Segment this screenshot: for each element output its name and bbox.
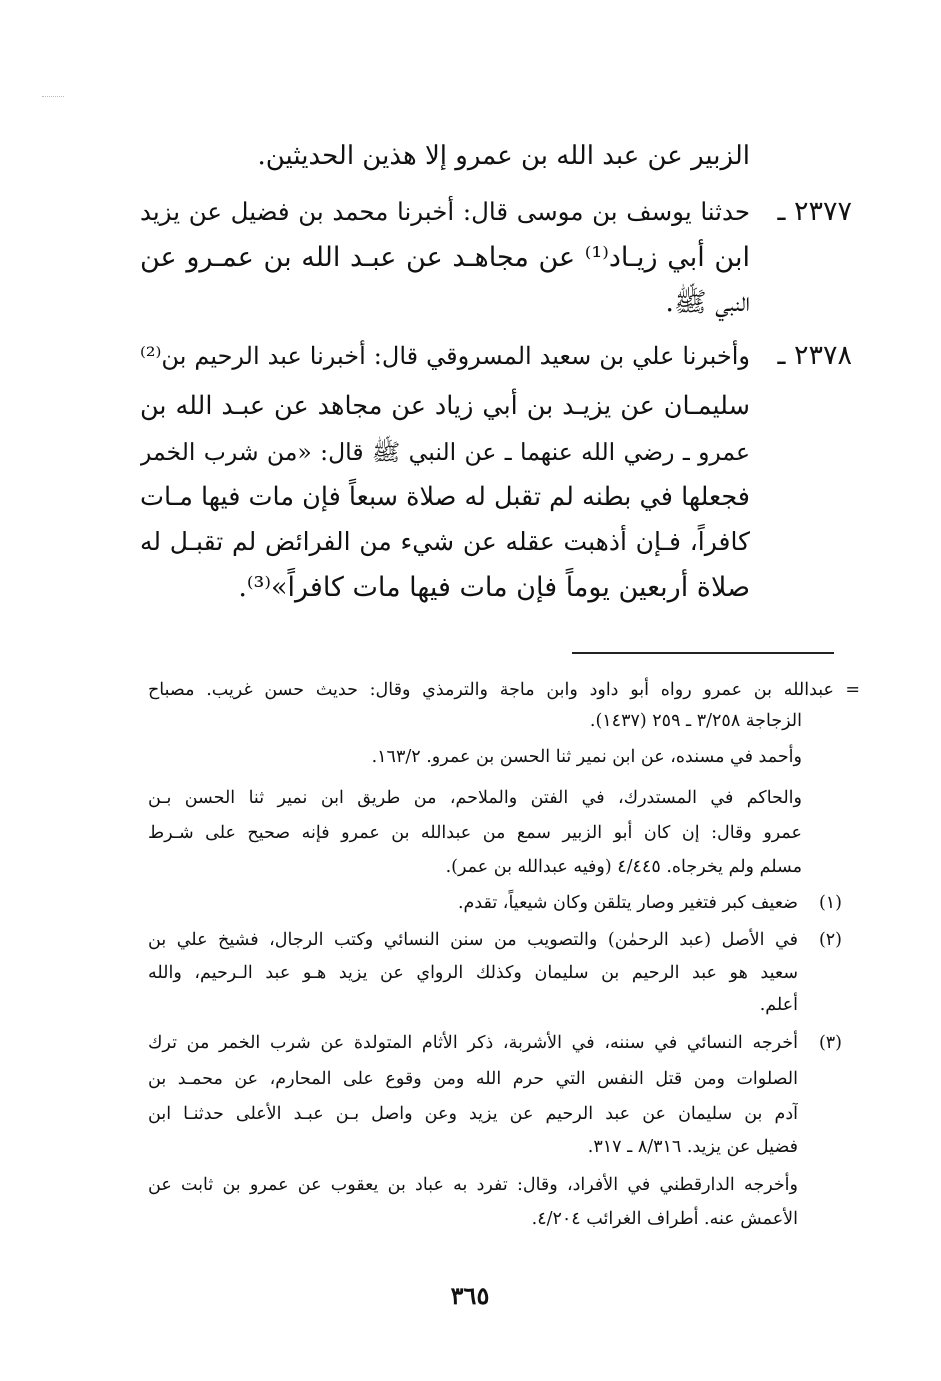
footnote-line: الزجاجة ٣/٢٥٨ ـ ٢٥٩ (١٤٣٧). xyxy=(589,711,802,731)
footnote-3-line: وأخرجه الدارقطني في الأفراد، وقال: تفرد به عباد بن يعقوب عن عمرو بن ثابت عن xyxy=(148,1175,798,1195)
footnote-2-line: في الأصل (عبد الرحمٰن) والتصويب من سنن النسائي وكتب الرجال، فشيخ علي بن xyxy=(148,930,798,950)
footnote-line: والحاكم في المستدرك، في الفتن والملاحم، من طريق ابن نمير ثنا الحسن بـن xyxy=(148,788,802,808)
hadith-2378-line: كافراً، فـإن أذهبت عقله عن شيء من الفرائض لم تقبـل له xyxy=(140,527,750,556)
footnote-marker-1: (١) xyxy=(818,893,842,913)
hadith-number-2377: ٢٣٧٧ ـ xyxy=(777,196,852,227)
footnote-line: عبدالله بن عمرو رواه أبو داود وابن ماجة والترمذي وقال: حديث حسن غريب. مصباح xyxy=(148,680,834,700)
hadith-2378-line: فجعلها في بطنه لم تقبل له صلاة سبعاً فإن مات فيها مـات xyxy=(140,482,750,512)
hadith-2377-line: حدثنا يوسف بن موسى قال: أخبرنا محمد بن فضيل عن يزيد xyxy=(140,197,750,226)
footnote-line: مسلم ولم يخرجاه. ٤/٤٤٥ (وفيه عبدالله بن عمر). xyxy=(445,857,802,877)
footnote-3-line: فضيل عن يزيد. ٨/٣١٦ ـ ٣١٧. xyxy=(587,1137,798,1157)
footnote-3-line: الأعمش عنه. أطراف الغرائب ٤/٢٠٤. xyxy=(531,1209,798,1229)
footnote-line: عمرو وقال: إن كان أبو الزبير سمع من عبدالله بن عمرو فإنه صحيح على شـرط xyxy=(148,823,802,843)
hadith-number-2378: ٢٣٧٨ ـ xyxy=(777,340,852,371)
footnote-2-line: سعيد هو عبد الرحيم بن سليمان وكذلك الرواي عن يزيد هـو عبد الـرحيم، والله xyxy=(148,963,798,983)
hadith-2377-line: ابن أبي زيـاد⁽¹⁾ عن مجاهـد عن عبـد الله بن عمـرو عن xyxy=(140,242,750,273)
continuation-marker: = xyxy=(845,680,860,700)
footnote-1-line: ضعيف كبر فتغير وصار يتلقن وكان شيعياً، تقدم. xyxy=(457,893,798,913)
page-number: ٣٦٥ xyxy=(450,1281,490,1310)
corner-mark xyxy=(42,96,64,97)
footnote-separator xyxy=(572,652,834,654)
footnote-marker-3: (٣) xyxy=(818,1033,842,1053)
hadith-2378-line: صلاة أربعين يوماً فإن مات فيها مات كافراً»⁽³⁾. xyxy=(238,572,750,603)
hadith-2378-line: عمرو ـ رضي الله عنهما ـ عن النبي ﷺ قال: «من شرب الخمر xyxy=(140,438,750,466)
main-text-line: الزبير عن عبد الله بن عمرو إلا هذين الحديثين. xyxy=(257,141,750,171)
footnote-2-line: أعلم. xyxy=(759,995,798,1015)
footnote-3-line: الصلوات ومن قتل النفس التي حرم الله ومن وقوع على المحارم، عن محمـد بن xyxy=(148,1069,798,1089)
hadith-2377-line: النبي ﷺ. xyxy=(665,287,750,318)
footnote-line: وأحمد في مسنده، عن ابن نمير ثنا الحسن بن عمرو. ١٦٣/٢. xyxy=(371,747,802,767)
footnote-3-line: آدم بن سليمان عن عبد الرحيم عن يزيد وعن واصل بـن عبـد الأعلى حدثنـا ابن xyxy=(148,1104,798,1124)
hadith-2378-line: وأخبرنا علي بن سعيد المسروقي قال: أخبرنا عبد الرحيم بن⁽²⁾ xyxy=(140,342,750,370)
footnote-3-line: أخرجه النسائي في سننه، في الأشربة، ذكر الأثام المتولدة عن شرب الخمر من ترك xyxy=(148,1033,798,1053)
footnote-marker-2: (٢) xyxy=(818,930,842,950)
hadith-2378-line: سليمـان عن يزيـد بن أبي زياد عن مجاهد عن عبـد الله بن xyxy=(140,391,750,421)
